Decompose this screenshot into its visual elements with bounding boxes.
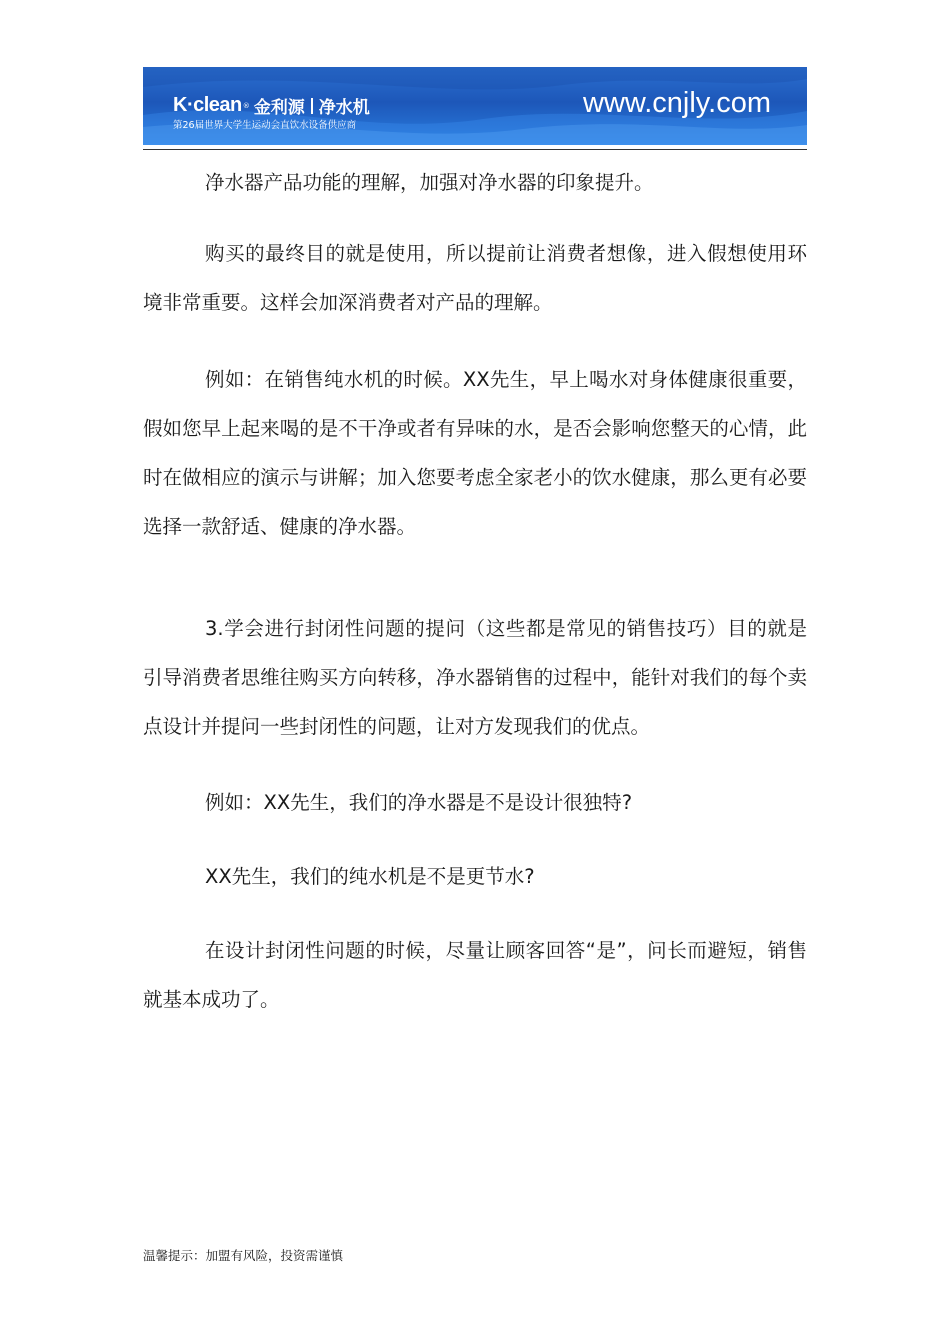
website-url: www.cnjly.com	[583, 87, 771, 119]
header-banner	[143, 67, 807, 145]
paragraph: 例如：在销售纯水机的时候。XX先生，早上喝水对身体健康很重要，假如您早上起来喝的是不干净或者有异味的水，是否会影响您整天的心情，此时在做相应的演示与讲解；加入您要考虑全家老小的饮水健康，那么更有必要选择一款舒适、健康的净水器。	[143, 368, 807, 538]
brand-divider	[311, 98, 313, 114]
brand-product-name: 净水机	[318, 98, 370, 118]
paragraph: XX先生，我们的纯水机是不是更节水?	[205, 865, 535, 888]
brand-logo	[173, 93, 370, 118]
paragraph: 3.学会进行封闭性问题的提问（这些都是常见的销售技巧）目的就是引导消费者思维往购买方向转移，净水器销售的过程中，能针对我们的每个卖点设计并提问一些封闭性的问题，让对方发现我们的优点。	[143, 617, 807, 738]
paragraph: 在设计封闭性问题的时候，尽量让顾客回答“是”，问长而避短，销售就基本成功了。	[143, 939, 807, 1011]
brand-chinese-name: 金利源	[253, 98, 305, 118]
paragraph: 例如：XX先生，我们的净水器是不是设计很独特?	[205, 791, 633, 814]
brand-latin-name: K·clean	[173, 94, 242, 116]
paragraph: 购买的最终目的就是使用，所以提前让消费者想像，进入假想使用环境非常重要。这样会加深消费者对产品的理解。	[143, 242, 807, 314]
paragraph: 净水器产品功能的理解，加强对净水器的印象提升。	[205, 171, 654, 194]
brand-tagline: 第26届世界大学生运动会直饮水设备供应商	[173, 120, 357, 131]
header-divider	[143, 149, 807, 150]
registered-mark: ®	[242, 101, 250, 110]
footer-disclaimer: 温馨提示：加盟有风险，投资需谨慎	[143, 1248, 344, 1263]
